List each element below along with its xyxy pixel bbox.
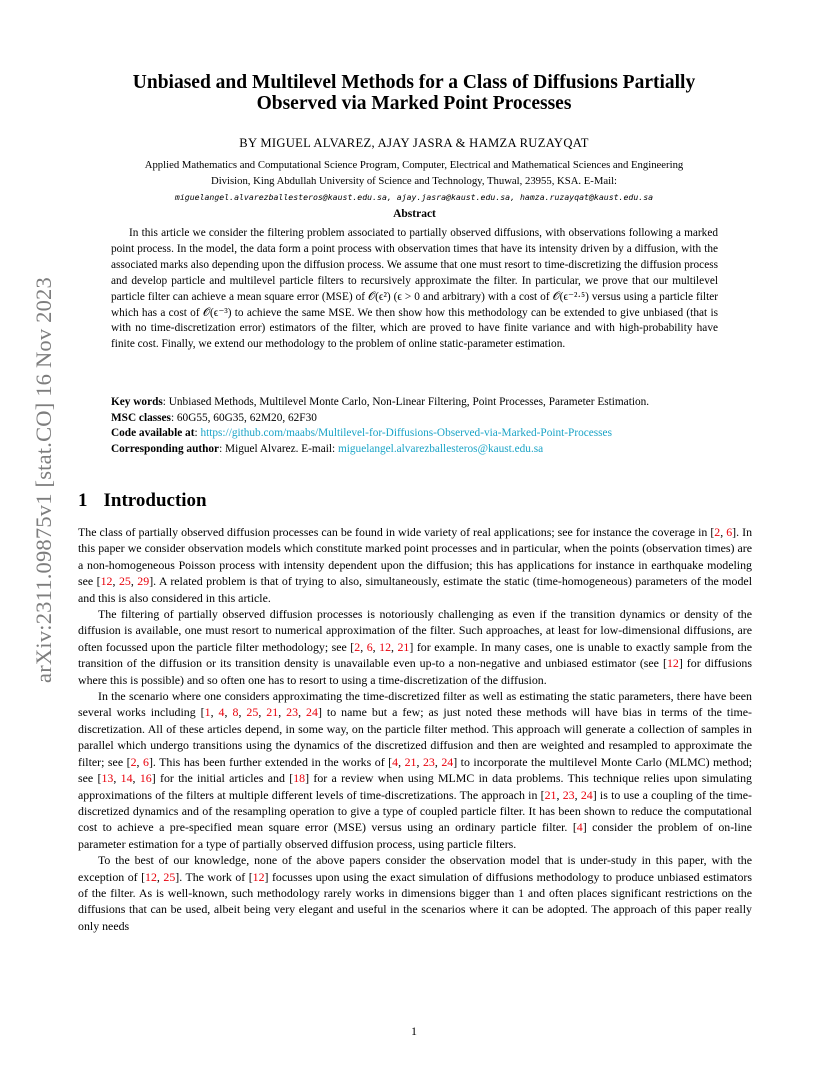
paragraph-text: , bbox=[556, 787, 563, 802]
corresponding-name: : Miguel Alvarez. E-mail: bbox=[219, 442, 338, 455]
paragraph-text: , bbox=[298, 705, 307, 720]
paragraph-text: , bbox=[398, 754, 405, 769]
affiliation bbox=[78, 157, 750, 189]
keywords-label: Key words bbox=[111, 396, 163, 408]
arxiv-sidebar bbox=[24, 277, 64, 683]
paragraph-text: ] for example. In many cases, one is unable to exactly sample from the transition of the diffusion or its transition density is unavailable even up-to a non-negative and unbiased estimator (see [ bbox=[78, 639, 752, 671]
msc-text: : 60G55, 60G35, 62M20, 62F30 bbox=[170, 411, 317, 424]
title-line-1: Unbiased and Multilevel Methods for a Class of Diffusions Partially bbox=[132, 72, 696, 93]
author-list: BY MIGUEL ALVAREZ, AJAY JASRA & HAMZA RUZAYQAT bbox=[239, 136, 589, 150]
citation-link[interactable]: 12 bbox=[666, 656, 679, 671]
citation-link[interactable]: 24 bbox=[580, 787, 593, 802]
page-number: 1 bbox=[411, 1024, 417, 1038]
citation-link[interactable]: 12 bbox=[100, 574, 113, 589]
section-heading bbox=[78, 490, 207, 512]
paragraph-text: , bbox=[574, 787, 581, 802]
paper-header bbox=[78, 72, 750, 205]
citation-link[interactable]: 25 bbox=[118, 574, 131, 589]
msc-label: MSC classes bbox=[111, 411, 171, 424]
citation-link[interactable]: 21 bbox=[397, 639, 410, 654]
citation-link[interactable]: 25 bbox=[246, 705, 259, 720]
paragraph-text: , bbox=[434, 754, 442, 769]
citation-link[interactable]: 21 bbox=[544, 787, 557, 802]
citation-link[interactable]: 8 bbox=[232, 705, 239, 720]
title-line-2: Observed via Marked Point Processes bbox=[256, 93, 572, 114]
paragraph-text: To the best of our knowledge, none of the above papers consider the observation model that is under-study in this paper, with the exception of [ bbox=[78, 853, 752, 884]
section-title: Introduction bbox=[103, 490, 207, 511]
corresponding-email-link[interactable]: miguelangel.alvarezballesteros@kaust.edu.sa bbox=[337, 442, 544, 455]
paragraph-text: , bbox=[372, 639, 380, 654]
paragraph-text: ] to name but a few; as just noted these methods will have bias in terms of the time-discretization. All of these articles depend, in some way, on the particle filter method. This approach will generate a collection of samples in parallel which undergo transitions using the dynamics of the discretized diffusion and then are weighted and resampled to approximate the filter; see [ bbox=[78, 705, 753, 769]
citation-link[interactable]: 25 bbox=[163, 869, 176, 884]
citation-link[interactable]: 23 bbox=[422, 754, 435, 769]
citation-link[interactable]: 6 bbox=[366, 639, 373, 654]
citation-link[interactable]: 12 bbox=[379, 639, 392, 654]
paragraph-text: ] focusses upon using the exact simulation of diffusions methodology to produce unbiased estimators of the filter. As is well-known, such methodology rarely works in dimensions bigger than 1 and often places significant restrictions on the diffusions that can be used, albeit being very elegant and useful in the scenarios where it can be adopted. The approach of this paper really only needs bbox=[78, 869, 752, 933]
paragraph-text: ] is to use a coupling of the time-discretized dynamics and of the resampling operation to give a type of coupled particle filter. It has been shown to reduce the computational cost to achieve a pre-specified mean square error (MSE) versus using an ordinary particle filter. [ bbox=[78, 787, 753, 835]
intro-paragraph-3 bbox=[78, 688, 752, 852]
arxiv-identifier: arXiv:2311.09875v1 [stat.CO] 16 Nov 2023 bbox=[31, 277, 56, 683]
intro-paragraph-4 bbox=[78, 852, 752, 934]
citation-link[interactable]: 24 bbox=[306, 705, 318, 720]
citation-link[interactable]: 21 bbox=[404, 754, 417, 769]
abstract-heading: Abstract bbox=[393, 208, 436, 220]
paragraph-text: ]. In this paper we consider observation models which constitute marked point processes and in particular, when the points (observation times) are a non-homogeneous Poisson process with intensity dependent upon the diffusion; this has applications for instance in earthquake modeling see [ bbox=[78, 525, 753, 589]
paragraph-text: , bbox=[224, 705, 233, 720]
paragraph-text: , bbox=[136, 754, 143, 769]
paragraph-text: ] for the initial articles and [ bbox=[151, 771, 294, 786]
affiliation-line-1: Applied Mathematics and Computational Science Program, Computer, Electrical and Mathematical Sciences and Engineering bbox=[144, 159, 684, 171]
citation-link[interactable]: 29 bbox=[137, 574, 150, 589]
citation-link[interactable]: 1 bbox=[204, 705, 211, 720]
author-emails: miguelangel.alvarezballesteros@kaust.edu.sa, ajay.jasra@kaust.edu.sa, hamza.ruzayqat@kaust.edu.sa bbox=[174, 192, 654, 202]
citation-link[interactable]: 12 bbox=[252, 869, 265, 884]
citation-link[interactable]: 4 bbox=[392, 754, 399, 769]
paragraph-text: ] to incorporate the multilevel Monte Carlo (MLMC) method; see [ bbox=[78, 754, 753, 786]
citation-link[interactable]: 16 bbox=[139, 771, 152, 786]
citation-link[interactable]: 18 bbox=[293, 771, 306, 786]
citation-link[interactable]: 6 bbox=[726, 525, 733, 539]
paragraph-text: , bbox=[113, 771, 121, 786]
intro-paragraph-2 bbox=[78, 606, 752, 688]
citation-link[interactable]: 4 bbox=[576, 820, 583, 835]
paper-title bbox=[78, 72, 750, 114]
keywords-text: : Unbiased Methods, Multilevel Monte Carlo, Non-Linear Filtering, Point Processes, Parameter Estimation. bbox=[162, 396, 650, 408]
code-label: Code available at bbox=[111, 427, 195, 439]
intro-paragraph-1 bbox=[78, 524, 752, 606]
paragraph-text: , bbox=[130, 574, 138, 589]
abstract-text: In this article we consider the filtering problem associated to partially observed diffusions, with observations following a marked point process. In the model, the data form a point process with observation times that have its intensity driven by a diffusion, with the associated marks also depending upon the diffusion process. We assume that one must resort to time-discretizing the diffusion process and develop particle and multilevel particle filters to recursively approximate the filter. In particular, we prove that our multilevel particle filter can achieve a mean square error (MSE) of 𝒪(ϵ²) (ϵ > 0 and arbitrary) with a cost of 𝒪(ϵ⁻²·⁵) versus using a particle filter which has a cost of 𝒪(ϵ⁻³) to achieve the same MSE. We then show how this methodology can be extended to give unbiased (that is with no time-discretization error) estimators of the filter, which are proved to have finite variance and with high-probability have finite cost. Finally, we extend our methodology to the problem of online static-parameter estimation. bbox=[111, 227, 718, 351]
paragraph-text: , bbox=[416, 754, 423, 769]
corresponding-line bbox=[111, 442, 718, 458]
paragraph-text: , bbox=[210, 705, 219, 720]
keywords-line bbox=[111, 395, 718, 411]
paragraph-text: In the scenario where one considers approximating the time-discretized filter as well as estimating the static parameters, there have been several works including [ bbox=[78, 689, 752, 720]
paragraph-text: , bbox=[720, 525, 727, 539]
section-number: 1 bbox=[78, 490, 88, 511]
paper-metadata bbox=[111, 395, 718, 457]
paragraph-text: , bbox=[238, 705, 247, 720]
paragraph-text: , bbox=[258, 705, 267, 720]
corresponding-label: Corresponding author bbox=[111, 442, 220, 455]
paragraph-text: ] for diffusions where this is possible) and so often one has to resort to using a time-discretization of the diffusion. bbox=[78, 656, 753, 687]
code-link[interactable]: https://github.com/maabs/Multilevel-for-Diffusions-Observed-via-Marked-Point-Processes bbox=[200, 427, 612, 439]
citation-link[interactable]: 6 bbox=[143, 754, 149, 769]
paragraph-text: ] for a review when using MLMC in data problems. This technique relies upon simulating approximations of the filters at multiple different levels of time-discretizations. The approach in [ bbox=[78, 771, 752, 802]
abstract-block bbox=[111, 208, 718, 353]
paragraph-text: , bbox=[132, 771, 140, 786]
introduction-body bbox=[78, 524, 752, 934]
paragraph-text: , bbox=[112, 574, 119, 589]
paragraph-text: The class of partially observed diffusion processes can be found in wide variety of real applications; see for instance the coverage in [ bbox=[78, 525, 715, 539]
citation-link[interactable]: 23 bbox=[562, 787, 575, 802]
paragraph-text: , bbox=[391, 639, 398, 654]
paragraph-text: The filtering of partially observed diffusion processes is notoriously challenging as even if the transition dynamics or density of the diffusion is available, one must resort to numerical approximation of the filter. Such approaches, at least for low-dimensional diffusions, are often focussed upon the particle filter methodology; see [ bbox=[78, 607, 752, 654]
citation-link[interactable]: 2 bbox=[714, 525, 721, 539]
paragraph-text: ]. The work of [ bbox=[175, 869, 253, 884]
paragraph-text: ]. This has been further extended in the works of [ bbox=[148, 754, 393, 769]
citation-link[interactable]: 24 bbox=[441, 754, 454, 769]
paragraph-text: , bbox=[156, 869, 164, 884]
msc-line bbox=[111, 411, 718, 427]
citation-link[interactable]: 23 bbox=[286, 705, 299, 720]
paragraph-text: , bbox=[278, 705, 287, 720]
citation-link[interactable]: 2 bbox=[354, 639, 361, 654]
citation-link[interactable]: 12 bbox=[145, 869, 157, 884]
code-line: Code available at: https://github.com/maabs/Multilevel-for-Diffusions-Observed-via-Marked-Point-Processes bbox=[111, 427, 612, 439]
paragraph-text: ] consider the problem of on-line parameter estimation for a type of partially observed diffusion process, using particle filters. bbox=[78, 820, 752, 851]
affiliation-line-2: Division, King Abdullah University of Science and Technology, Thuwal, 23955, KSA. E-Mail: bbox=[210, 175, 618, 187]
citation-link[interactable]: 4 bbox=[218, 705, 225, 720]
paragraph-text: ]. A related problem is that of trying to also, simultaneously, estimate the static (time-homogeneous) parameters of the model and this is also considered in this article. bbox=[78, 574, 752, 605]
paragraph-text: , bbox=[360, 639, 367, 654]
citation-link[interactable]: 14 bbox=[120, 771, 133, 786]
citation-link[interactable]: 2 bbox=[130, 754, 137, 769]
citation-link[interactable]: 21 bbox=[266, 705, 279, 720]
citation-link[interactable]: 13 bbox=[101, 771, 114, 786]
